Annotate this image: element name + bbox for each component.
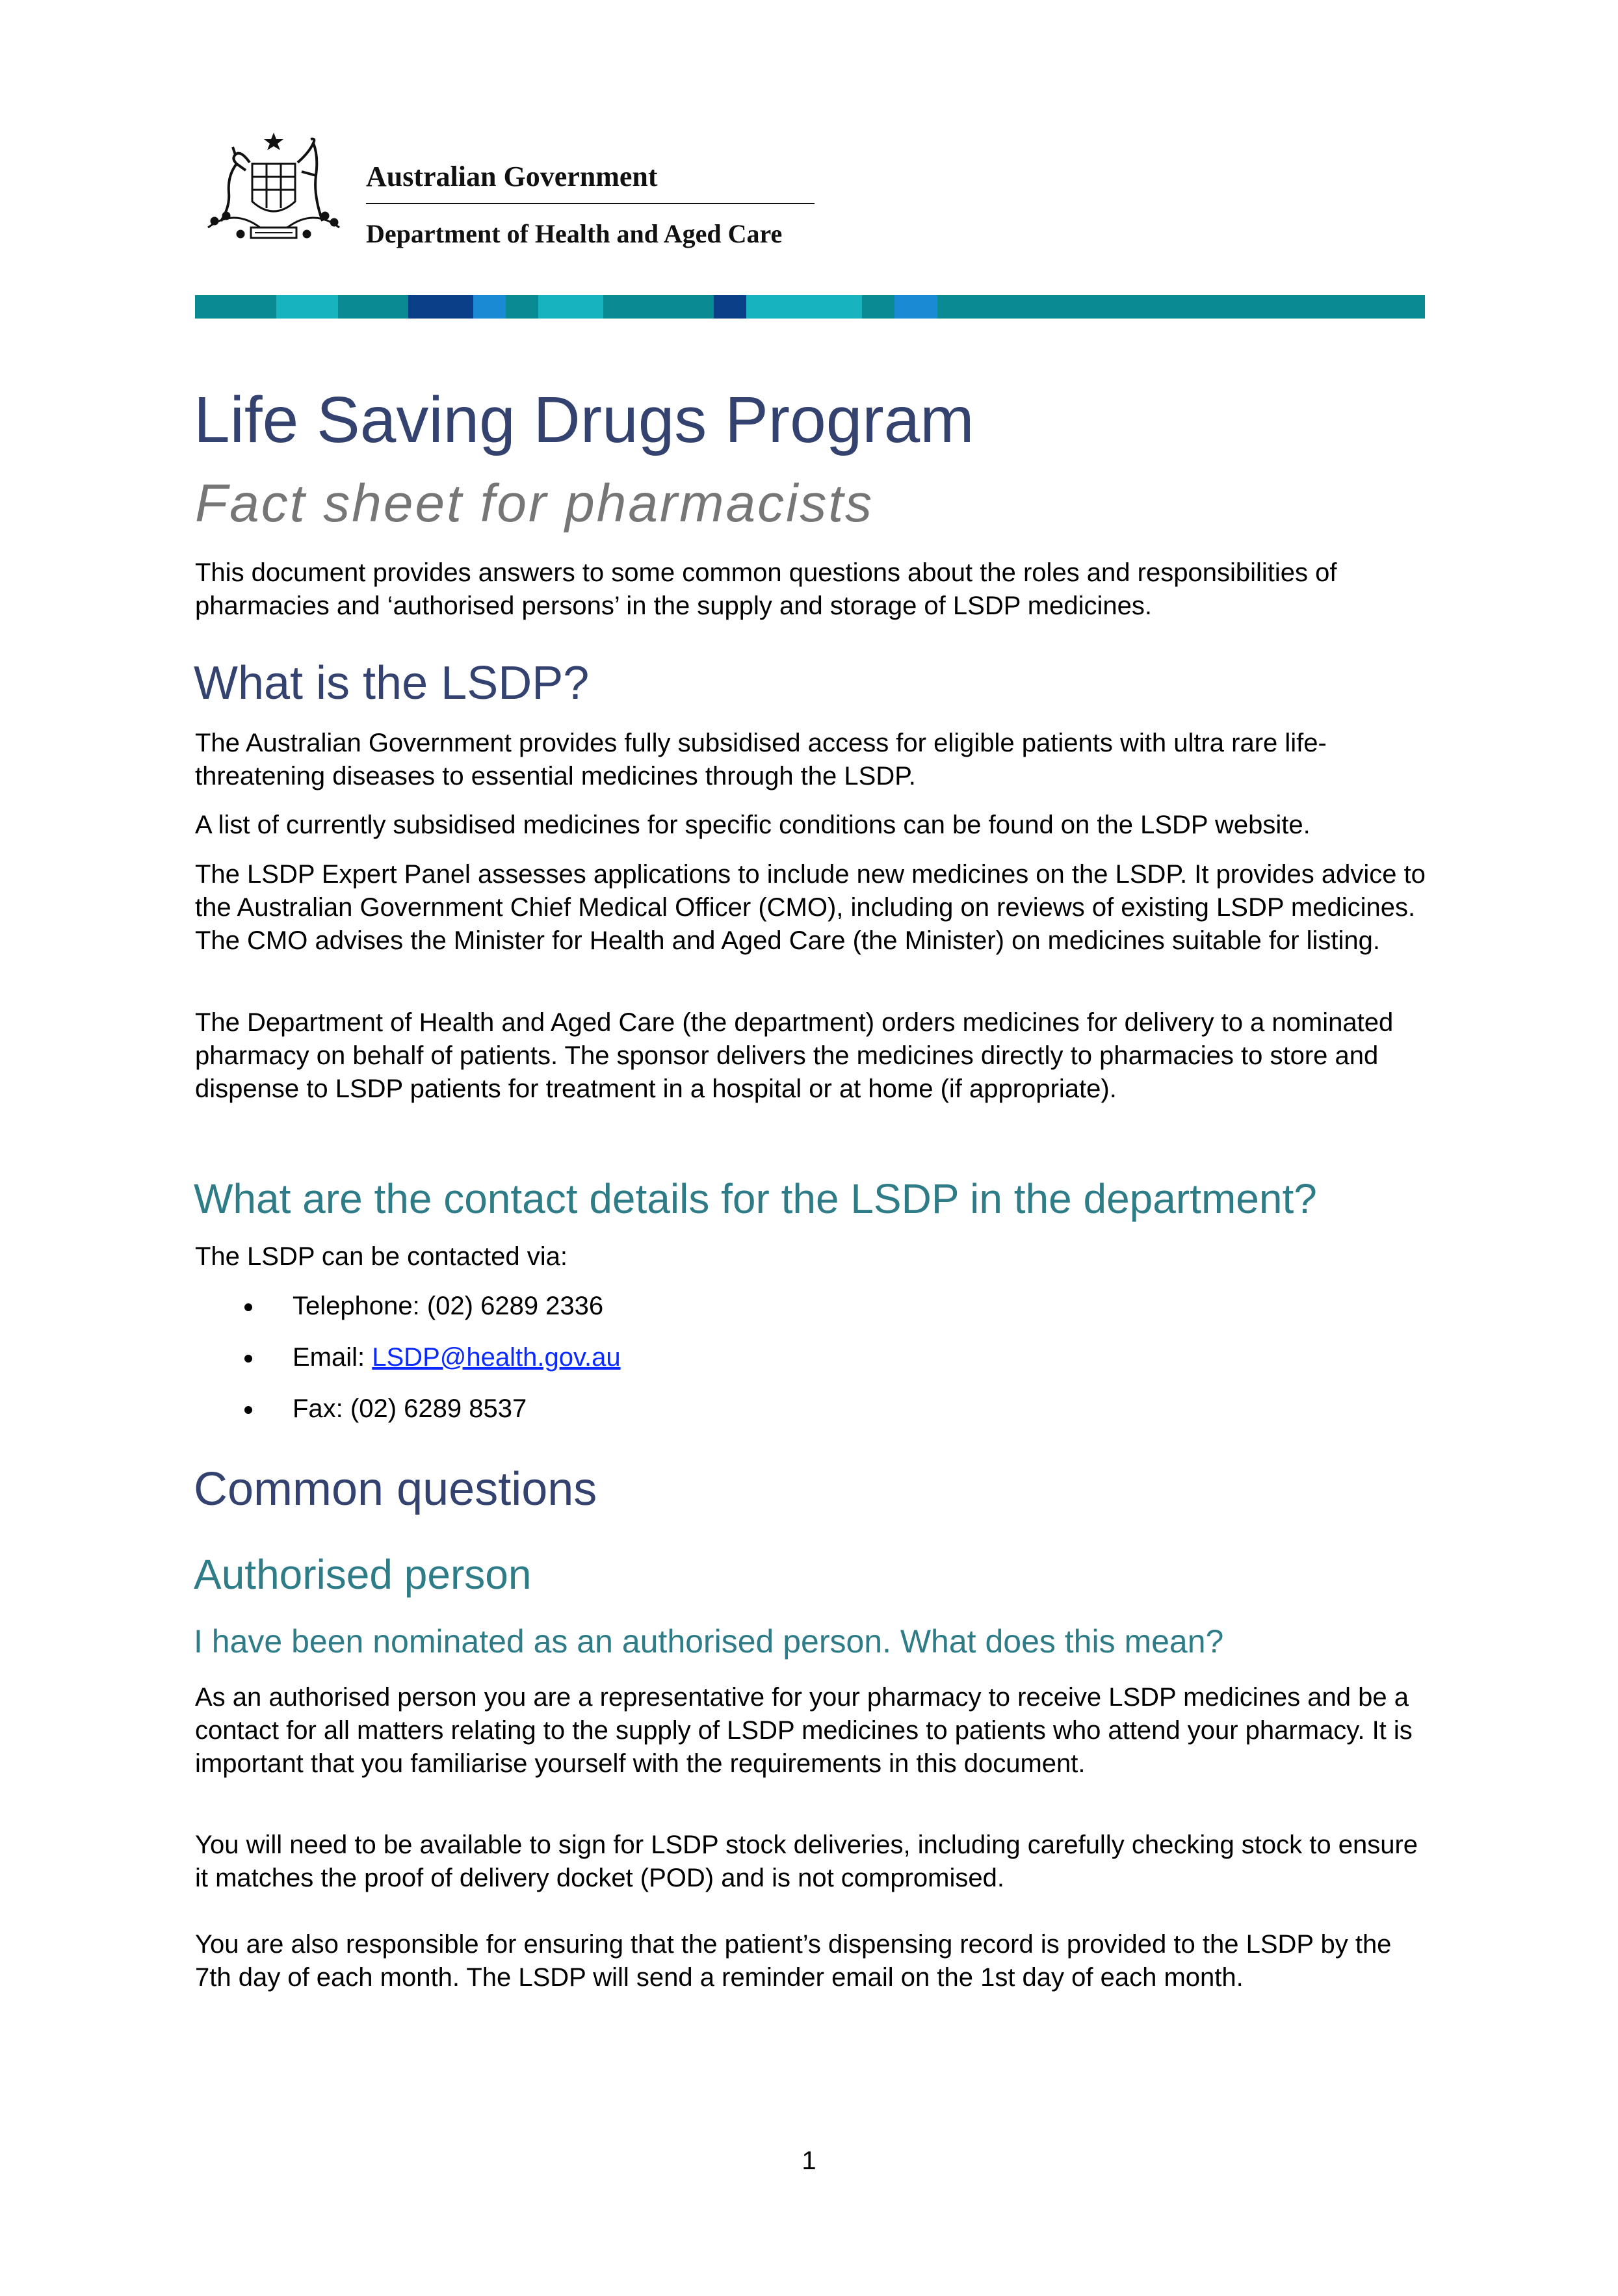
- heading-common-questions: Common questions: [194, 1463, 597, 1515]
- stripe-segment: [894, 295, 937, 319]
- government-identity: [366, 163, 815, 249]
- bullet-icon: [244, 1406, 252, 1414]
- colour-stripe: [195, 295, 1425, 319]
- contact-fax-item: [195, 1392, 1430, 1426]
- stripe-segment: [408, 295, 473, 319]
- telephone-text: Telephone: (02) 6289 2336: [293, 1292, 604, 1320]
- authorised-paragraph-2: You will need to be available to sign for LSDP stock deliveries, including carefully checking stock to ensure it matches the proof of delivery docket (POD) and is not compromised.: [195, 1831, 1418, 1892]
- contact-email-item: [195, 1340, 1430, 1374]
- intro-paragraph: This document provides answers to some common questions about the roles and responsibilities of pharmacies and ‘authorised persons’ in the supply and storage of LSDP medicines.: [195, 558, 1337, 620]
- department-name: Department of Health and Aged Care: [366, 219, 783, 248]
- bullet-icon: [244, 1303, 252, 1311]
- stripe-segment: [538, 295, 603, 319]
- lsdp-paragraph-4: The Department of Health and Aged Care (the department) orders medicines for delivery to a nominated pharmacy on behalf of patients. The sponsor delivers the medicines directly to pharmacies to store and dispense to LSDP patients for treatment in a hospital or at home (if appropriate).: [195, 1008, 1394, 1103]
- bullet-icon: [244, 1355, 252, 1363]
- lsdp-paragraph-2: A list of currently subsidised medicines for specific conditions can be found on the LSDP website.: [195, 811, 1311, 839]
- document-title: Life Saving Drugs Program: [194, 384, 974, 456]
- stripe-segment: [746, 295, 862, 319]
- government-name: Australian Government: [366, 161, 658, 192]
- heading-contact-details: What are the contact details for the LSDP in the department?: [194, 1175, 1317, 1222]
- contact-intro: The LSDP can be contacted via:: [195, 1242, 568, 1271]
- stripe-segment: [276, 295, 338, 319]
- email-link[interactable]: LSDP@health.gov.au: [372, 1343, 621, 1372]
- authorised-paragraph-3: You are also responsible for ensuring that the patient’s dispensing record is provided to the LSDP by the 7th day of each month. The LSDP will send a reminder email on the 1st day of each month.: [195, 1930, 1392, 1992]
- coat-of-arms-icon: [195, 130, 352, 248]
- stripe-segment: [473, 295, 506, 319]
- lsdp-paragraph-3: The LSDP Expert Panel assesses applications to include new medicines on the LSDP. It provides advice to the Australian Government Chief Medical Officer (CMO), including on reviews of existing LSDP medicines. The CMO advises the Minister for Health and Aged Care (the Minister) on medicines suitable for listing.: [195, 860, 1426, 955]
- authorised-paragraph-1: As an authorised person you are a representative for your pharmacy to receive LSDP medicines and be a contact for all matters relating to the supply of LSDP medicines to patients who attend your pharmacy. It is important that you familiarise yourself with the requirements in this document.: [195, 1683, 1413, 1778]
- stripe-segment: [506, 295, 538, 319]
- lsdp-paragraph-1: The Australian Government provides fully subsidised access for eligible patients with ultra rare life-threatening diseases to essential medicines through the LSDP.: [195, 729, 1327, 790]
- stripe-segment: [862, 295, 894, 319]
- stripe-segment: [937, 295, 1425, 319]
- question-authorised-person: I have been nominated as an authorised person. What does this mean?: [194, 1623, 1224, 1660]
- page-number: 1: [802, 2146, 816, 2175]
- stripe-segment: [603, 295, 714, 319]
- email-label: Email:: [293, 1343, 372, 1372]
- heading-authorised-person: Authorised person: [194, 1551, 532, 1598]
- stripe-segment: [714, 295, 746, 319]
- stripe-segment: [338, 295, 408, 319]
- heading-what-is-lsdp: What is the LSDP?: [194, 657, 590, 709]
- header-divider: [366, 203, 815, 204]
- stripe-segment: [195, 295, 276, 319]
- document-subtitle: Fact sheet for pharmacists: [195, 474, 874, 533]
- contact-telephone-item: [195, 1289, 1430, 1323]
- fax-text: Fax: (02) 6289 8537: [293, 1394, 527, 1423]
